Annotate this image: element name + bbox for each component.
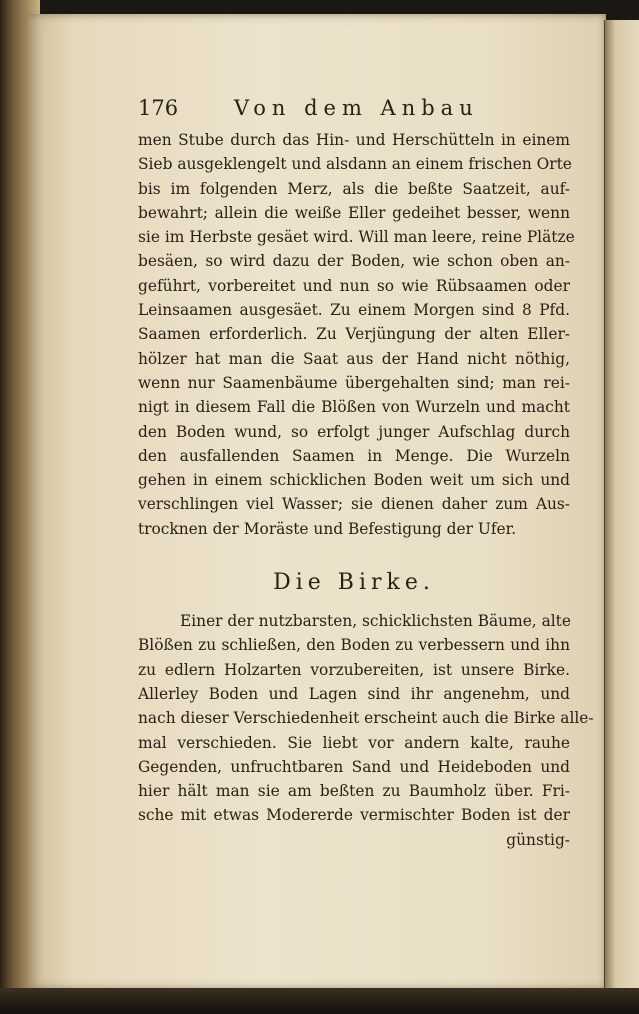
text-line: den ausfallenden Saamen in Menge. Die Wurzeln xyxy=(138,446,570,465)
running-title: Von dem Anbau xyxy=(234,96,479,120)
page-number: 176 xyxy=(138,96,179,120)
text-line: Saamen erforderlich. Zu Verjüngung der alten Eller- xyxy=(138,325,570,344)
text-line: Blößen zu schließen, den Boden zu verbessern und ihn xyxy=(138,636,570,655)
text-line: verschlingen viel Wasser; sie dienen daher zum Aus- xyxy=(138,495,570,514)
text-line: Sieb ausgeklengelt und alsdann an einem frischen Orte xyxy=(138,155,572,174)
text-line: Gegenden, unfruchtbaren Sand und Heideboden und xyxy=(138,757,570,776)
text-line: sie im Herbste gesäet wird. Will man leere, reine Plätze xyxy=(138,228,575,247)
running-header xyxy=(138,88,570,128)
text-line: nigt in diesem Fall die Blößen von Wurzeln und macht xyxy=(138,398,570,417)
text-line: Einer der nutzbarsten, schicklichsten Bäume, alte xyxy=(180,612,571,631)
text-line: gehen in einem schicklichen Boden weit um sich und xyxy=(138,471,570,490)
text-line: bewahrt; allein die weiße Eller gedeihet besser, wenn xyxy=(138,203,570,222)
text-line: geführt, vorbereitet und nun so wie Rübsaamen oder xyxy=(138,276,570,295)
catchword: günstig- xyxy=(506,830,570,849)
text-line: mal verschieden. Sie liebt vor andern kalte, rauhe xyxy=(138,733,570,752)
page-text xyxy=(138,88,594,852)
text-line: men Stube durch das Hin- und Herschütteln in einem xyxy=(138,131,570,149)
text-line: wenn nur Saamenbäume übergehalten sind; man rei- xyxy=(138,373,570,392)
text-line: besäen, so wird dazu der Boden, wie schon oben an- xyxy=(138,252,570,271)
text-line: sche mit etwas Modererde vermischter Boden ist der xyxy=(138,806,570,825)
text-line: nach dieser Verschiedenheit erscheint auch die Birke alle- xyxy=(138,709,594,728)
next-page-edge xyxy=(604,20,639,995)
paragraph-2 xyxy=(138,609,594,828)
text-line: Leinsaamen ausgesäet. Zu einem Morgen sind 8 Pfd. xyxy=(138,301,570,320)
text-line: Allerley Boden und Lagen sind ihr angenehm, und xyxy=(138,684,570,703)
text-line: hier hält man sie am beßten zu Baumholz über. Fri- xyxy=(138,782,570,801)
text-line: zu edlern Holzarten vorzubereiten, ist unsere Birke. xyxy=(138,660,570,679)
text-line: bis im folgenden Merz, als die beßte Saatzeit, auf- xyxy=(138,179,570,198)
paragraph-1 xyxy=(138,128,575,541)
text-line: den Boden wund, so erfolgt junger Aufschlag durch xyxy=(138,422,570,441)
text-line: trocknen der Moräste und Befestigung der Ufer. xyxy=(138,519,517,538)
section-title: Die Birke. xyxy=(273,570,435,596)
text-line: hölzer hat man die Saat aus der Hand nicht nöthig, xyxy=(138,349,570,368)
page-bottom-shadow xyxy=(0,988,639,1014)
